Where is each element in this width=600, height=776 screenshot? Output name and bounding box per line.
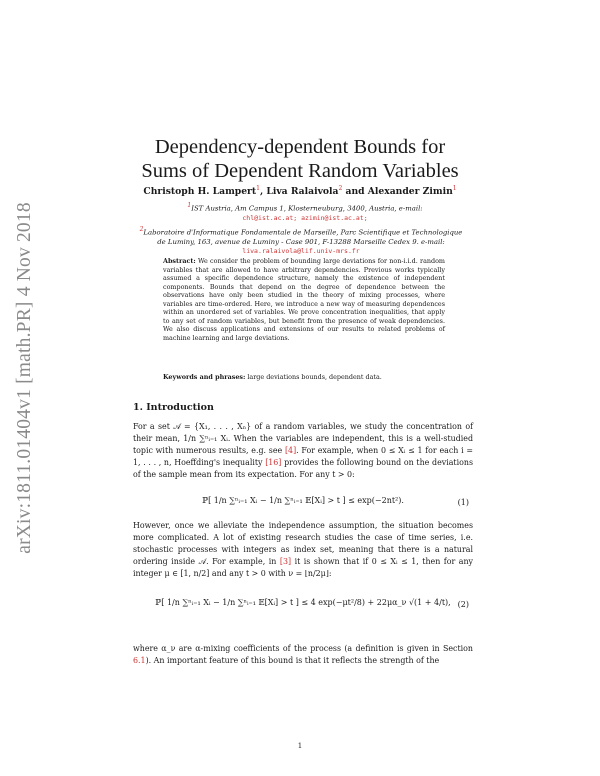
p1-text-1: For a set 𝒜 = {X₁, . . . , Xₙ} of a random variables, we study the concentration of their mean, bbox=[133, 422, 473, 443]
aff2-line2: de Luminy, 163, avenue de Luminy - Case 901, F-13288 Marseille Cedex 9. e-mail: bbox=[157, 237, 445, 246]
aff2-line1: Laboratoire d'Informatique Fondamentale de Marseille, Parc Scientifique et Technologique bbox=[143, 228, 463, 237]
author-list: Christoph H. Lampert$^1$, Liva Ralaivola$^2$ and Alexander Zimin$^1$ bbox=[143, 185, 457, 198]
p3-text-1: where α_ν are α-mixing coefficients of the process (a definition is given in Section bbox=[133, 644, 473, 653]
aff1-email[interactable]: chl@ist.ac.at; azimin@ist.ac.at; bbox=[242, 213, 368, 222]
author-and: and bbox=[345, 186, 365, 198]
paper-title bbox=[100, 135, 500, 183]
author-2: Liva Ralaivola bbox=[266, 186, 339, 198]
p2-text-1: However, once we alleviate the independence assumption, the situation becomes more complicated. A lot of existing research studies the case of time series, i.e. stochastic processes with integers as index set, meaning that there is a natural ordering inside 𝒜. For example, in bbox=[133, 521, 473, 566]
p1-text-4: provides the following bound on the deviations of the sample mean from its expectation. For any t > 0: bbox=[133, 457, 473, 479]
author-3-sup[interactable]: 1 bbox=[452, 185, 457, 192]
section-heading: 1. Introduction bbox=[133, 402, 214, 413]
page-number: 1 bbox=[297, 742, 303, 750]
equation-2-number: (2) bbox=[457, 600, 469, 609]
section-ref-6-1[interactable]: 6.1 bbox=[133, 655, 146, 665]
equation-1-body: ℙ[ 1/n ∑ⁿᵢ₌₁ Xᵢ − 1/n ∑ⁿᵢ₌₁ 𝔼[Xᵢ] > t ] ≤ exp(−2nt²). bbox=[202, 496, 404, 505]
citation-3[interactable]: [3] bbox=[279, 556, 292, 566]
intro-paragraph-3 bbox=[133, 643, 473, 667]
affiliation-2 bbox=[96, 225, 506, 257]
arxiv-margin-stamp bbox=[10, 175, 40, 580]
citation-4[interactable]: [4] bbox=[284, 445, 297, 455]
keywords-label: Keywords and phrases: bbox=[163, 373, 246, 381]
author-3: Alexander Zimin bbox=[367, 186, 453, 198]
abstract-text: We consider the problem of bounding large deviations for non-i.i.d. random variables that are allowed to have arbitrary dependencies. Previous works typically assumed a specific dependence structure, namely the existence of independent components. Bounds that depend on the degree of dependence between the observations have only been studied in the theory of mixing processes, where variables are time-ordered. Here, we introduce a new way of measuring dependences within an unordered set of variables. We prove concentration inequalities, that apply to any set of random variables, but benefit from the presence of weak dependencies. We also discuss applications and extensions of our results to related problems of machine learning and large deviations. bbox=[163, 257, 445, 342]
aff1-sup: 1 bbox=[187, 202, 192, 209]
equation-2 bbox=[133, 592, 473, 628]
author-1-sup[interactable]: 1 bbox=[256, 185, 260, 192]
equation-2-body: ℙ[ 1/n ∑ⁿᵢ₌₁ Xᵢ − 1/n ∑ⁿᵢ₌₁ 𝔼[Xᵢ] > t ] ≤ 4 exp(−μt²/8) + 22μα_ν √(1 + 4/t), bbox=[155, 598, 451, 607]
aff2-email[interactable]: liva.ralaivola@lif.univ-mrs.fr bbox=[242, 247, 360, 256]
aff2-sup: 2 bbox=[139, 226, 144, 233]
p1-text-3: . For example, when 0 ≤ Xᵢ ≤ 1 for each i = 1, . . . , n, Hoeffding's inequality bbox=[133, 445, 473, 467]
citation-16[interactable]: [16] bbox=[265, 457, 282, 467]
affiliation-1 bbox=[120, 201, 490, 223]
title-line-2: Sums of Dependent Random Variables bbox=[141, 160, 459, 182]
p1-text-2: . When the variables are independent, this is a well-studied topic with numerous results, e.g. see bbox=[133, 433, 473, 455]
author-2-sup[interactable]: 2 bbox=[338, 185, 343, 192]
arxiv-stamp-text: arXiv:1811.01404v1 [math.PR] 4 Nov 2018 bbox=[14, 201, 35, 554]
aff1-text: IST Austria, Am Campus 1, Klosterneuburg, 3400, Austria, e-mail: bbox=[191, 204, 423, 213]
p3-text-2: ). An important feature of this bound is that it reflects the strength of the bbox=[145, 655, 440, 665]
keywords-text: large deviations bounds, dependent data. bbox=[247, 373, 382, 381]
intro-paragraph-1 bbox=[133, 421, 473, 481]
title-line-1: Dependency-dependent Bounds for bbox=[154, 136, 446, 158]
equation-1-number: (1) bbox=[457, 498, 469, 507]
p1-mean-formula: 1/n ∑ⁿᵢ₌₁ Xᵢ bbox=[183, 433, 228, 443]
author-1: Christoph H. Lampert bbox=[143, 186, 257, 198]
abstract-label: Abstract: bbox=[163, 257, 196, 265]
keywords bbox=[163, 373, 445, 382]
abstract bbox=[163, 257, 445, 342]
intro-paragraph-2 bbox=[133, 520, 473, 580]
equation-1 bbox=[133, 490, 473, 520]
p2-text-2: it is shown that if 0 ≤ Xᵢ ≤ 1, then for any integer μ ∈ [1, n/2] and any t > 0 with ν = ⌊n/2μ⌋: bbox=[133, 556, 473, 578]
